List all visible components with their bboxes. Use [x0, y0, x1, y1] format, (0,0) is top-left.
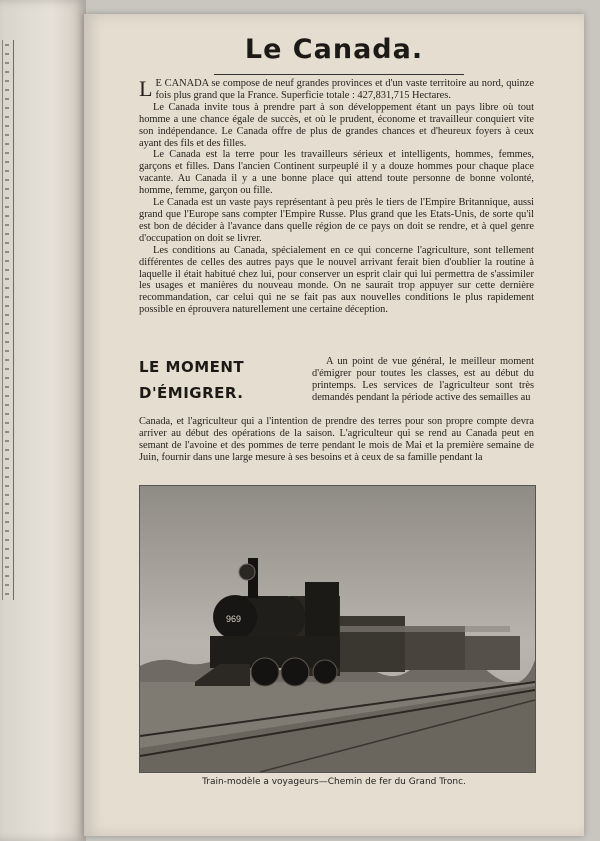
photo-driving-wheel-1	[251, 658, 279, 686]
intro-paragraph-1	[139, 78, 534, 102]
photo-cab	[305, 582, 339, 638]
photo-driving-wheel-3	[313, 660, 337, 684]
brochure-page	[84, 14, 584, 836]
section-heading-line-2: D'ÉMIGRER.	[139, 384, 244, 402]
title-underline	[214, 74, 464, 75]
facing-page-edge	[0, 0, 86, 841]
photo-caption: Train-modèle a voyageurs—Chemin de fer du Grand Tronc.	[202, 777, 466, 787]
photo-coach-2	[405, 626, 465, 670]
intro-p1-text: E CANADA se compose de neuf grandes provinces et d'un vaste territoire au nord, quinze fois plus grand que la France. Superficie totale : 427,831,715 Hectares.	[155, 78, 534, 101]
photo-driving-wheel-2	[281, 658, 309, 686]
section-heading	[139, 354, 299, 406]
photo-headlamp	[239, 564, 255, 580]
section-side-paragraph: A un point de vue général, le meilleur moment d'émigrer pour toutes les classes, est au début du printemps. Les services de l'agriculteur sont très demandés pendant la période active des semailles au	[312, 356, 534, 403]
photo-coach-windows	[340, 626, 510, 632]
intro-paragraph-4: Le Canada est un vaste pays représentant à peu près le tiers de l'Empire Britannique, aussi grand que l'Europe sans compter l'Empire Russe. Plus grand que les Etats-Unis, de sorte qu'il est bon de décider à l'avance dans quelle région de ce pays on doit se rendre, et à quel genre d'occupation on doit se livrer.	[139, 197, 534, 244]
intro-text	[139, 78, 534, 316]
section-body-text	[139, 416, 534, 464]
photo-engine-number: 969	[226, 614, 242, 624]
section-side-text	[312, 356, 534, 404]
intro-paragraph-5: Les conditions au Canada, spécialement en ce qui concerne l'agriculture, sont tellement différentes de celles des autres pays que le nouvel arrivant ferait bien d'oublier la routine à laquelle il était habitué chez lui, pour conserver un esprit clair qui lui permettra de s'assimiler les usages et manières du nouveau monde. On ne saurait trop appuyer sur cette dernière recommandation, car celui qui ne se fait pas aux nouvelles conditions le plus rapidement possible en éprouvera naturellement une certaine déception.	[139, 244, 534, 316]
photo-coach-3	[465, 636, 520, 670]
intro-paragraph-3: Le Canada est la terre pour les travailleurs sérieux et intelligents, hommes, femmes, garçons et filles. Dans l'ancien Continent surpeuplé il y a douze hommes pour chaque place vacante. Au Canada il y a une bonne place qui attend toute personne de bonne volonté, homme, femme, garçon ou fille.	[139, 149, 534, 197]
section-heading-line-1: LE MOMENT	[139, 358, 245, 376]
intro-paragraph-2: Le Canada invite tous à prendre part à son développement étant un pays libre où tout homme a une chance égale de succès, et où le prudent, économe et travailleur conquiert vite son indépendance. Le Canada offre de plus de grandes chances et d'heureux foyers à ceux ayant des fils et des filles.	[139, 101, 534, 149]
facing-page-text-trace	[5, 44, 9, 596]
drop-cap: L	[139, 76, 153, 101]
section-body-paragraph: Canada, et l'agriculteur qui a l'intention de prendre des terres pour son propre compte devra arriver au début des opérations de la saison. L'agriculteur qui se rend au Canada peut en semant de l'avoine et des pommes de terre pendant le mois de Mai et la première semaine de Juin, fournir dans une large mesure à ses besoins et à ceux de sa famille pendant la	[139, 416, 534, 463]
page-title: Le Canada.	[244, 34, 424, 65]
train-photo	[139, 485, 536, 773]
photo-coach-1	[335, 616, 405, 672]
